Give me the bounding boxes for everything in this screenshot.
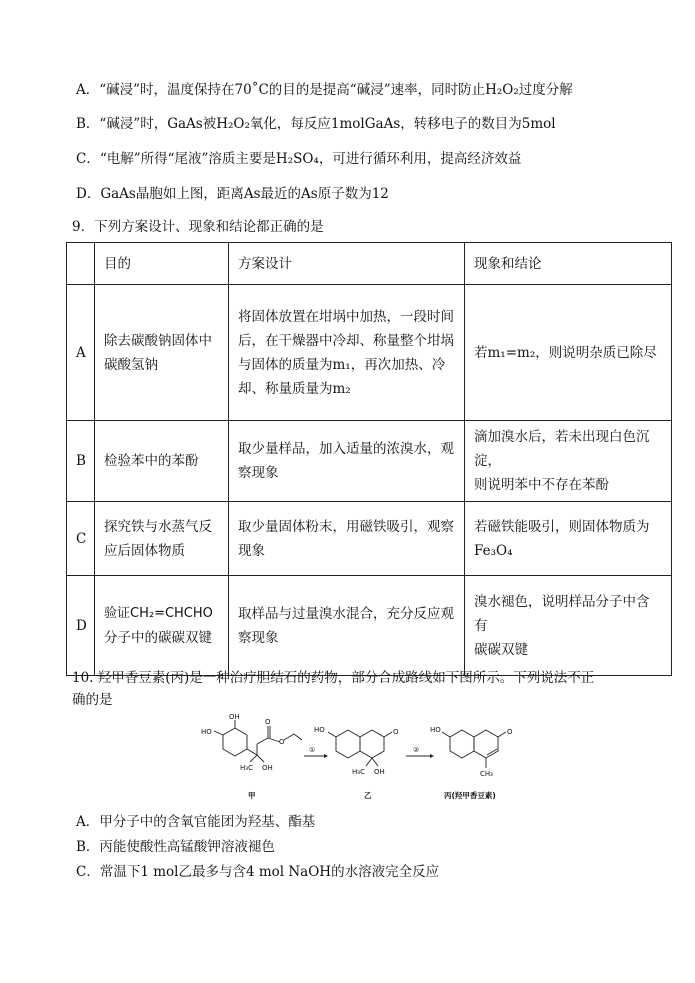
label-oh-jia: OH (229, 713, 240, 721)
cell-line: 取少量固体粉末，用磁铁吸引，观察 (238, 518, 454, 535)
cell-line: 后，在干燥器中冷却、称量整个坩埚 (238, 332, 454, 349)
q10-option-b: B．丙能使酸性高锰酸钾溶液褪色 (76, 839, 275, 855)
cell-line: 却、称量质量为m₂ (238, 380, 351, 397)
row-label: B (67, 421, 95, 502)
q9-title: 9．下列方案设计、现象和结论都正确的是 (72, 219, 324, 235)
arrowhead-1 (324, 754, 328, 758)
cell-line: 将固体放置在坩埚中加热，一段时间 (238, 308, 454, 325)
arrowhead-2 (430, 754, 434, 758)
q10-option-c: C．常温下1 mol乙最多与含4 mol NaOH的水溶液完全反应 (76, 864, 440, 880)
row-design (229, 285, 465, 421)
q10-option-a: A．甲分子中的含氧官能团为羟基、酯基 (76, 814, 316, 830)
label-ch3-bing: CH₃ (480, 770, 493, 778)
cell-line: 碳碳双键 (474, 641, 528, 658)
label-ch3-jia: H₃C (240, 764, 253, 772)
label-ho-bing: HO (430, 726, 441, 734)
cell-line: 检验苯中的苯酚 (104, 453, 199, 469)
q10-title-line2: 确的是 (72, 692, 113, 708)
step-1-label: ① (309, 746, 316, 754)
row-result (465, 576, 672, 676)
label-ho-jia: HO (201, 728, 212, 736)
table-row (67, 502, 672, 576)
compound-label-bing: 丙(羟甲香豆素) (444, 791, 496, 800)
cell-line: 则说明苯中不存在苯酚 (474, 477, 609, 493)
cell-line: 验证CH₂=CHCHO (104, 605, 213, 621)
label-ch3-yi: H₃C (352, 768, 365, 776)
header-cell-purpose: 目的 (95, 243, 229, 285)
cell-line: 溴水褪色，说明样品分子中含有 (474, 593, 650, 634)
label-ho-yi: HO (314, 726, 325, 734)
table-header-row (67, 243, 672, 285)
label-o-jia: O (265, 718, 271, 726)
row-purpose (95, 285, 229, 421)
row-label: D (67, 576, 95, 676)
q9-table (66, 242, 672, 676)
label-oh2-jia: OH (262, 764, 273, 772)
cell-line: 取样品与过量溴水混合，充分反应观 (238, 605, 454, 622)
cell-line: 滴加溴水后，若未出现白色沉淀， (474, 429, 650, 469)
cell-line: 与固体的质量为m₁，再次加热、冷 (238, 356, 446, 373)
label-oh-yi: OH (374, 768, 385, 776)
header-cell-result: 现象和结论 (465, 243, 672, 285)
synthesis-scheme (200, 712, 530, 802)
compound-jia-structure (214, 720, 302, 762)
q8-option-c: C．“电解”所得“尾液”溶质主要是H₂SO₄，可进行循环利用，提高经济效益 (76, 151, 522, 167)
table-row (67, 421, 672, 502)
cell-line: 取少量样品，加入适量的浓溴水，观 (238, 441, 454, 457)
cell-line: 若磁铁能吸引，则固体物质为 (474, 518, 650, 535)
compound-bing-structure (442, 730, 506, 768)
cell-line: 若m₁=m₂，则说明杂质已除尽 (474, 344, 657, 361)
compound-yi-structure (328, 730, 392, 766)
cell-line: 现象 (238, 542, 265, 559)
label-o-yi: O (393, 728, 399, 736)
compound-label-jia: 甲 (248, 791, 256, 800)
cell-line: 探究铁与水蒸气反 (104, 518, 212, 535)
cell-line: Fe₃O₄ (474, 542, 513, 559)
label-o2-jia: O (279, 738, 285, 746)
q10-title-line1: 10. 羟甲香豆素(丙)是一种治疗胆结石的药物，部分合成路线如下图所示。下列说法不正 (72, 670, 595, 686)
row-purpose (95, 421, 229, 502)
q8-option-b: B．“碱浸”时，GaAs被H₂O₂氧化，每反应1molGaAs，转移电子的数目为5mol (76, 116, 556, 132)
step-2-label: ② (413, 746, 420, 754)
cell-line: 应后固体物质 (104, 542, 185, 559)
row-label: C (67, 502, 95, 576)
cell-line: 除去碳酸钠固体中 (104, 332, 212, 349)
cell-line: 察现象 (238, 465, 279, 481)
row-label: A (67, 285, 95, 421)
table-row (67, 576, 672, 676)
compound-label-yi: 乙 (364, 791, 372, 800)
q8-option-d: D．GaAs晶胞如上图，距离As最近的As原子数为12 (76, 186, 389, 202)
row-result (465, 502, 672, 576)
cell-line: 分子中的碳碳双键 (104, 629, 212, 646)
cell-line: 察现象 (238, 629, 279, 646)
header-cell-label (67, 243, 95, 285)
q8-option-a: A．“碱浸”时，温度保持在70˚C的目的是提高“碱浸”速率，同时防止H₂O₂过度分解 (76, 82, 573, 98)
row-purpose (95, 502, 229, 576)
label-o-bing: O (507, 728, 513, 736)
header-cell-design: 方案设计 (229, 243, 465, 285)
row-design (229, 421, 465, 502)
row-design (229, 502, 465, 576)
row-result (465, 421, 672, 502)
table-row (67, 285, 672, 421)
cell-line: 碳酸氢钠 (104, 356, 158, 373)
row-purpose (95, 576, 229, 676)
row-design (229, 576, 465, 676)
row-result (465, 285, 672, 421)
